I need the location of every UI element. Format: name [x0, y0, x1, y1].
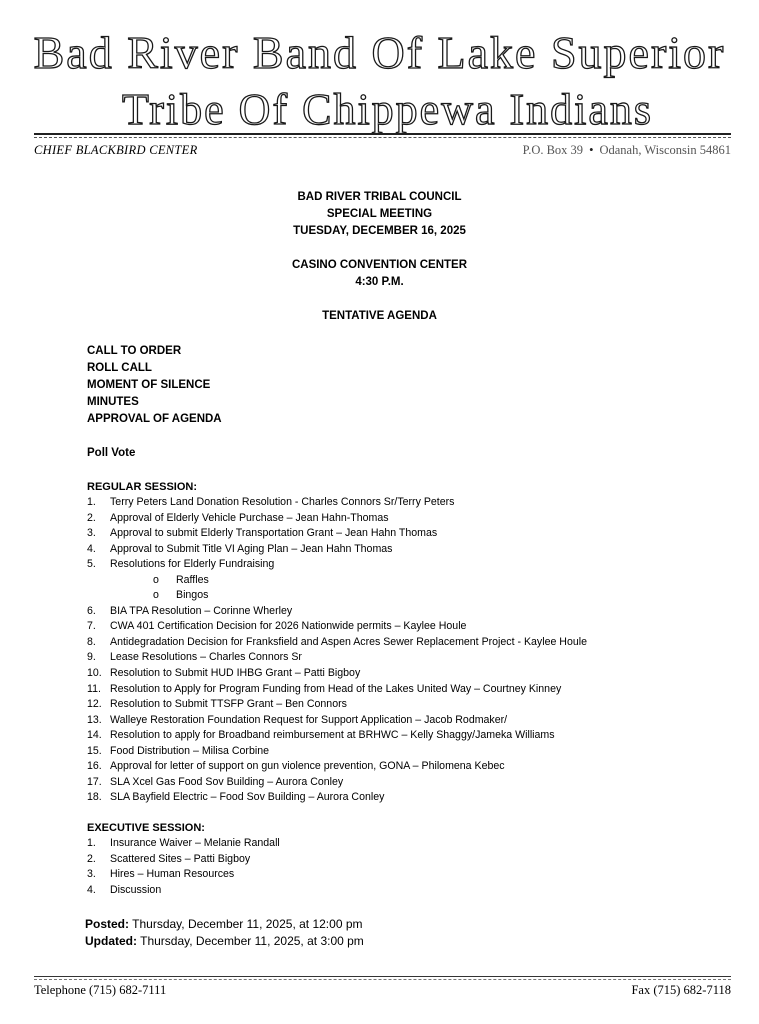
letterhead-rule: [34, 133, 731, 135]
list-item: 3. Approval to submit Elderly Transportation Grant – Jean Hahn Thomas: [87, 527, 438, 540]
fundraising-subitems: [87, 573, 587, 604]
opening-item: APPROVAL OF AGENDA: [87, 413, 222, 425]
poll-vote: Poll Vote: [87, 447, 136, 459]
list-item: 10. Resolution to Submit HUD IHBG Grant – Patti Bigboy: [87, 667, 361, 680]
list-item: 13. Walleye Restoration Foundation Request for Support Application – Jacob Rodmaker/: [87, 713, 508, 726]
circle-bullet-icon: o: [153, 573, 159, 586]
opening-item: CALL TO ORDER: [87, 345, 182, 357]
regular-session-list: [87, 495, 587, 806]
list-item: 8. Antidegradation Decision for Franksfield and Aspen Acres Sewer Replacement Project - Kaylee Houle: [87, 635, 587, 648]
updated-label: Updated:: [85, 934, 137, 948]
circle-bullet-icon: o: [153, 589, 159, 602]
list-item: 11. Resolution to Apply for Program Funding from Head of the Lakes United Way – Courtney Kinney: [87, 682, 562, 695]
list-item: 4. Approval to Submit Title VI Aging Plan – Jean Hahn Thomas: [87, 542, 393, 555]
posted-label: Posted:: [85, 917, 130, 931]
footer-rule-dashed: [34, 979, 731, 980]
list-item: 5. Resolutions for Elderly Fundraising: [87, 558, 275, 571]
council-name: BAD RIVER TRIBAL COUNCIL: [297, 191, 462, 203]
sub-list-item: o Raffles: [153, 573, 587, 589]
meeting-time: 4:30 P.M.: [355, 276, 404, 288]
list-item: 16. Approval for letter of support on gun violence prevention, GONA – Philomena Kebec: [87, 760, 505, 773]
list-item: 4. Discussion: [87, 883, 162, 896]
meeting-location-block: [0, 257, 759, 291]
meeting-date: TUESDAY, DECEMBER 16, 2025: [293, 225, 466, 237]
list-item: 1. Terry Peters Land Donation Resolution - Charles Connors Sr/Terry Peters: [87, 496, 455, 508]
meeting-type: SPECIAL MEETING: [326, 208, 433, 220]
list-item: 3. Hires – Human Resources: [87, 868, 235, 881]
meeting-location: CASINO CONVENTION CENTER: [291, 259, 468, 271]
address-city: Odanah, Wisconsin 54861: [599, 143, 731, 157]
opening-items: [87, 343, 222, 428]
posting-info: [85, 916, 364, 950]
letterhead-center-name: CHIEF BLACKBIRD CENTER: [34, 143, 198, 157]
footer-rule: [34, 976, 731, 977]
list-item: 17. SLA Xcel Gas Food Sov Building – Aurora Conley: [87, 775, 344, 788]
list-item: 6. BIA TPA Resolution – Corinne Wherley: [87, 604, 293, 617]
list-item: 12. Resolution to Submit TTSFP Grant – Ben Connors: [87, 698, 347, 711]
executive-session-list: [87, 836, 280, 898]
executive-session-title: EXECUTIVE SESSION:: [87, 822, 205, 834]
agenda-title: TENTATIVE AGENDA: [322, 310, 437, 322]
opening-item: ROLL CALL: [87, 362, 152, 374]
posted-line: [85, 916, 364, 933]
sub-list-item: o Bingos: [153, 588, 587, 604]
list-item: 18. SLA Bayfield Electric – Food Sov Building – Aurora Conley: [87, 791, 385, 804]
list-item: 14. Resolution to apply for Broadband reimbursement at BRHWC – Kelly Shaggy/Jameka Williams: [87, 729, 555, 742]
letterhead-rule-dashed: [34, 137, 731, 138]
address-po-box: P.O. Box 39: [522, 143, 584, 157]
list-item: 1. Insurance Waiver – Melanie Randall: [87, 837, 280, 849]
footer-telephone: Telephone (715) 682-7111: [34, 983, 167, 997]
posted-value: Thursday, December 11, 2025, at 12:00 pm: [132, 917, 363, 931]
updated-line: [85, 933, 364, 950]
list-item: 2. Scattered Sites – Patti Bigboy: [87, 852, 251, 865]
letterhead-title-line2: Tribe Of Chippewa Indians: [121, 85, 654, 134]
letterhead-title-line1: Bad River Band Of Lake Superior: [33, 27, 726, 78]
list-item: 9. Lease Resolutions – Charles Connors Sr: [87, 651, 302, 664]
footer-fax: Fax (715) 682-7118: [631, 983, 731, 997]
list-item: 7. CWA 401 Certification Decision for 2026 Nationwide permits – Kaylee Houle: [87, 620, 467, 633]
opening-item: MOMENT OF SILENCE: [87, 379, 211, 391]
list-item: 15. Food Distribution – Milisa Corbine: [87, 744, 269, 757]
meeting-heading: [0, 189, 759, 240]
list-item: 2. Approval of Elderly Vehicle Purchase – Jean Hahn-Thomas: [87, 511, 389, 524]
regular-session-title: REGULAR SESSION:: [87, 481, 198, 493]
opening-item: MINUTES: [87, 396, 139, 408]
bullet-dot-icon: •: [589, 143, 594, 157]
updated-value: Thursday, December 11, 2025, at 3:00 pm: [140, 934, 364, 948]
letterhead-address: [523, 143, 731, 158]
